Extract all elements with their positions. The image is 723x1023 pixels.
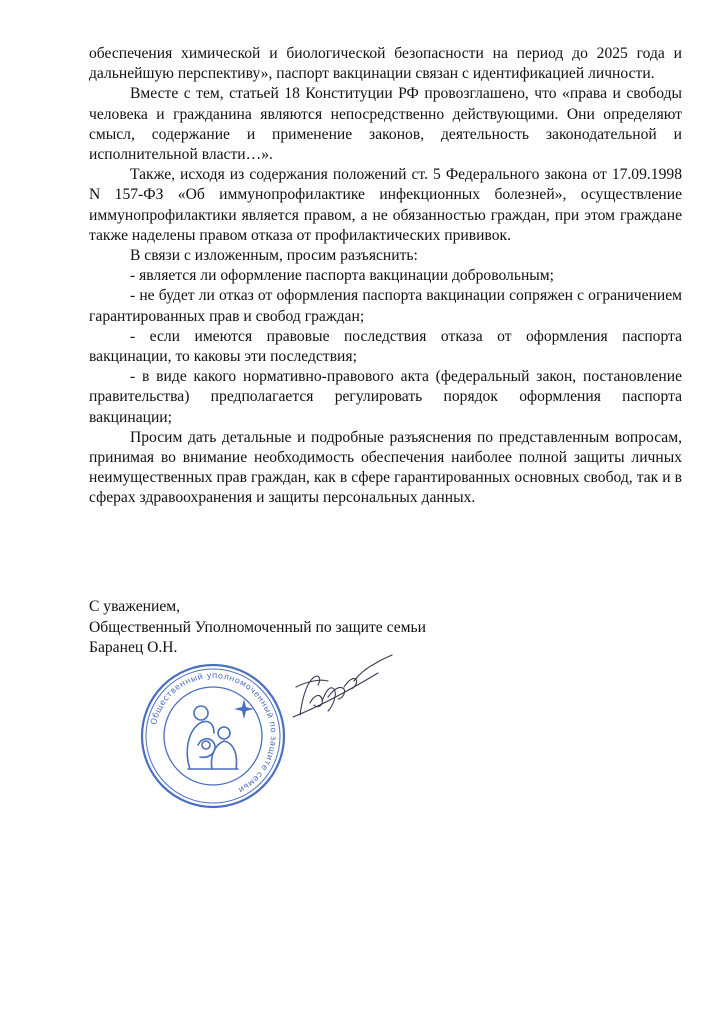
list-item: - если имеются правовые последствия отказа от оформления паспорта вакцинации, то каковы эти последствия;: [89, 327, 682, 366]
list-item: - в виде какого нормативно-правового акта (федеральный закон, постановление правительства) предполагается регулировать порядок оформления паспорта вакцинации;: [89, 368, 682, 426]
signature-handwritten: [288, 645, 398, 735]
list-item: - не будет ли отказ от оформления паспорта вакцинации сопряжен с ограничением гарантированных прав и свобод граждан;: [89, 287, 682, 325]
closing-regards: С уважением,: [89, 598, 181, 615]
stamp-seal: [138, 661, 288, 811]
paragraph: обеспечения химической и биологической безопасности на период до 2025 года и дальнейшую перспективу», паспорт вакцинации связан с идентификацией личности.: [89, 45, 682, 83]
paragraph: Просим дать детальные и подробные разъяснения по представленным вопросам, принимая во внимание необходимость обеспечения наиболее полной защиты личных неимущественных прав граждан, как в сфере гарантированных основных свобод, так и в сферах здравоохранения и защиты персональных данных.: [89, 428, 682, 507]
paragraph: В связи с изложенным, просим разъяснить:: [130, 247, 418, 265]
list-item: - является ли оформление паспорта вакцинации добровольным;: [130, 267, 554, 285]
signer-position: Общественный Уполномоченный по защите семьи: [89, 618, 426, 636]
stamp-text: Общественный уполномоченный по защите семьи: [148, 669, 280, 796]
signer-name: Баранец О.Н.: [89, 639, 178, 656]
paragraph: Также, исходя из содержания положений ст. 5 Федерального закона от 17.09.1998 N 157-ФЗ «Об иммунопрофилактике инфекционных болезней», осуществление иммунопрофилактики является правом, а не обязанностью граждан, при этом граждане также наделены правом отказа от профилактических прививок.: [89, 166, 682, 244]
paragraph: Вместе с тем, статьей 18 Конституции РФ провозглашено, что «права и свободы человека и гражданина являются непосредственно действующими. Они определяют смысл, содержание и применение законов, деятельность законодательной и исполнительной власти…».: [89, 85, 682, 164]
letter-body: [89, 44, 682, 509]
